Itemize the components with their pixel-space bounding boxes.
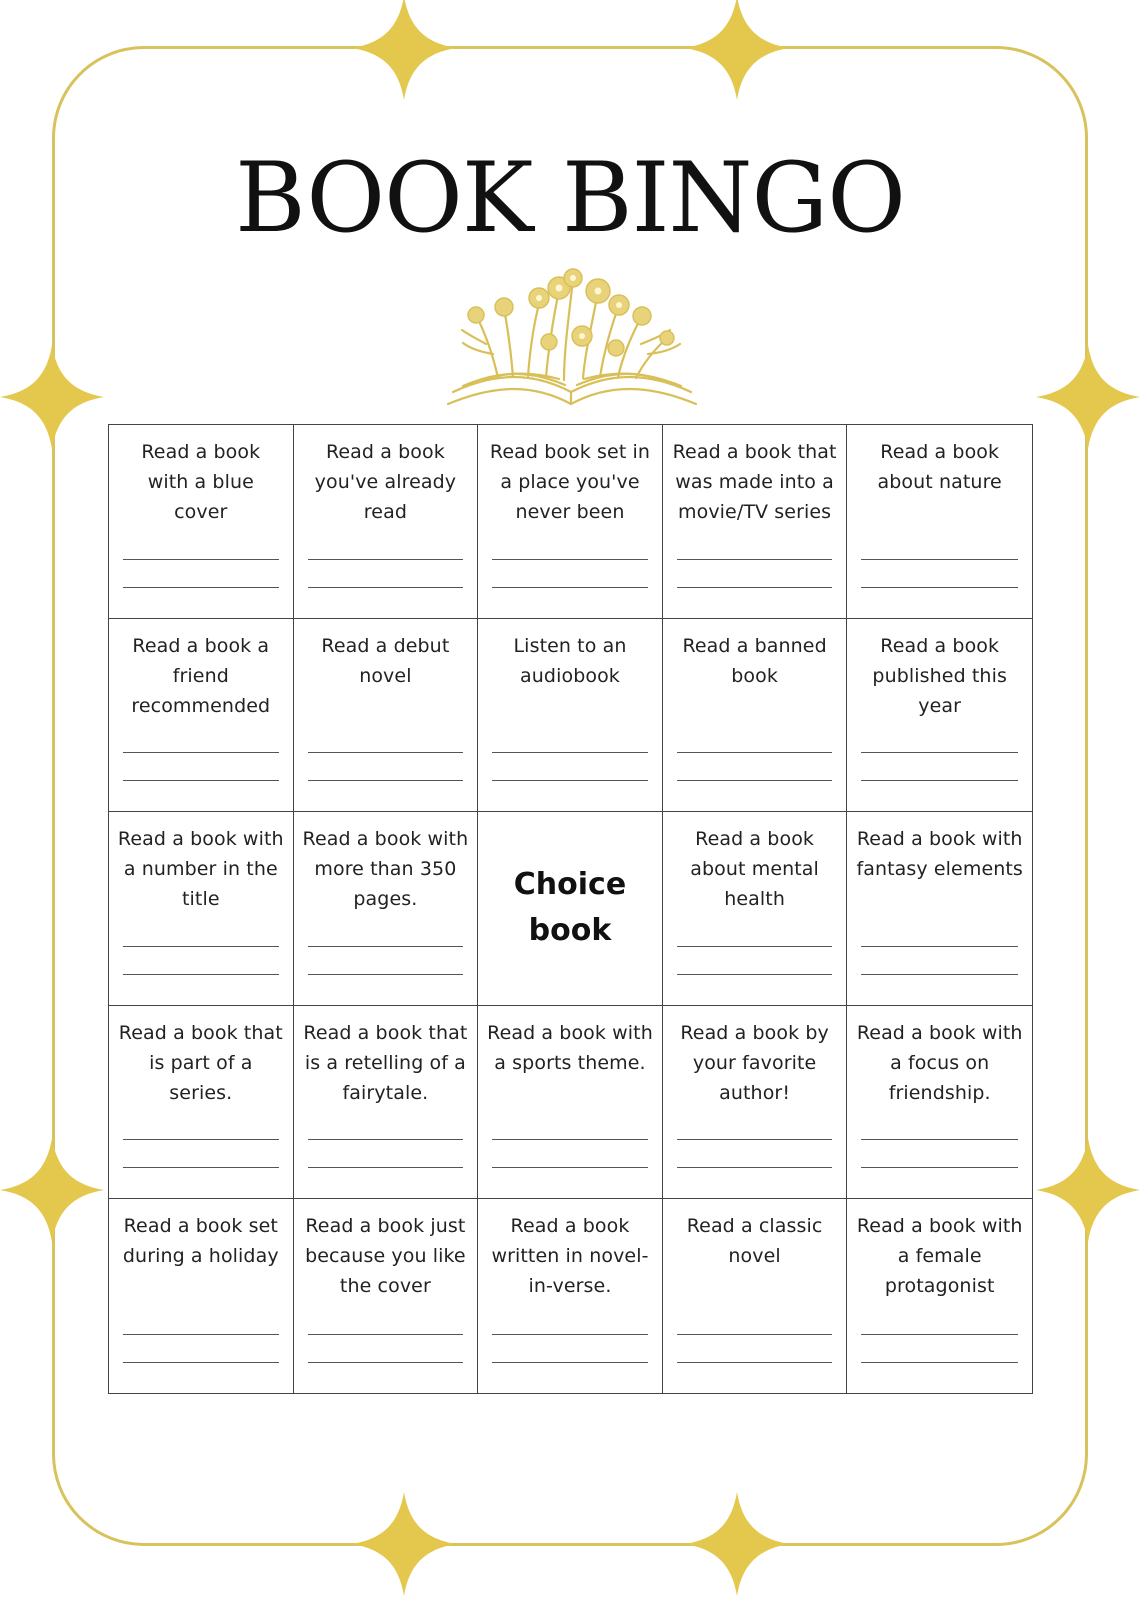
sparkle-star-icon: [352, 1492, 456, 1596]
bingo-square-text: Read a book that is a retelling of a fairytale.: [303, 1021, 468, 1104]
write-in-line: [861, 752, 1018, 753]
bingo-square-text: Read a book that was made into a movie/TV series: [672, 441, 837, 523]
write-in-line: [308, 974, 464, 975]
choice-book-square: [478, 812, 663, 1006]
bingo-grid: [108, 424, 1033, 1394]
write-in-line: [492, 559, 648, 560]
sparkle-star-icon: [0, 345, 104, 449]
write-in-line: [677, 559, 833, 560]
bingo-square: [109, 1199, 294, 1393]
write-in-line: [861, 1167, 1018, 1168]
write-in-line: [123, 780, 279, 781]
write-in-line: [308, 1139, 464, 1140]
write-in-line: [123, 1167, 279, 1168]
bingo-square: [663, 1006, 848, 1200]
write-in-line: [492, 1167, 648, 1168]
write-in-line: [308, 752, 464, 753]
bingo-square-text: Read a book with more than 350 pages.: [302, 828, 469, 911]
write-in-line: [123, 559, 279, 560]
write-in-line: [123, 1139, 279, 1140]
sparkle-star-icon: [685, 0, 789, 100]
bingo-square: [478, 1006, 663, 1200]
bingo-square: [663, 1199, 848, 1393]
write-in-line: [677, 587, 833, 588]
write-in-line: [492, 1139, 648, 1140]
write-in-line: [123, 1334, 279, 1335]
write-in-line: [492, 780, 648, 781]
sparkle-star-icon: [0, 1138, 104, 1242]
bingo-square-text: Read a book with a female protagonist: [856, 1215, 1023, 1298]
bingo-square: [109, 619, 294, 813]
bingo-square: [478, 425, 663, 619]
bingo-square: [663, 812, 848, 1006]
write-in-line: [308, 559, 464, 560]
bingo-square-text: Read a book with a blue cover: [141, 441, 261, 523]
write-in-line: [677, 1362, 833, 1363]
bingo-square-text: Read a book that is part of a series.: [118, 1021, 283, 1104]
bingo-square-text: Read a book written in novel- in-verse.: [491, 1215, 649, 1298]
write-in-line: [677, 780, 833, 781]
write-in-line: [492, 1334, 648, 1335]
write-in-line: [123, 1362, 279, 1363]
bingo-square-text: Read a book with fantasy elements: [856, 828, 1023, 881]
sparkle-star-icon: [1036, 345, 1140, 449]
write-in-line: [861, 1362, 1018, 1363]
write-in-line: [861, 559, 1018, 560]
bingo-square: [663, 425, 848, 619]
choice-book-label: Choice book: [513, 867, 627, 949]
bingo-square-text: Read book set in a place you've never been: [489, 441, 651, 523]
write-in-line: [123, 587, 279, 588]
bingo-square-text: Read a book about nature: [877, 441, 1002, 493]
bingo-square-text: Read a book about mental health: [690, 828, 819, 911]
bingo-square: [847, 425, 1032, 619]
write-in-line: [677, 1167, 833, 1168]
write-in-line: [308, 1167, 464, 1168]
write-in-line: [861, 1139, 1018, 1140]
bingo-square: [294, 1006, 479, 1200]
write-in-line: [861, 587, 1018, 588]
bingo-square-text: Read a debut novel: [321, 634, 450, 687]
bingo-square: [847, 812, 1032, 1006]
write-in-line: [492, 1362, 648, 1363]
bingo-square: [847, 1006, 1032, 1200]
bingo-square: [478, 1199, 663, 1393]
bingo-square: [847, 1199, 1032, 1393]
sparkle-star-icon: [685, 1492, 789, 1596]
bingo-square-text: Read a banned book: [682, 634, 827, 687]
bingo-square-text: Read a book set during a holiday: [122, 1215, 279, 1268]
sparkle-star-icon: [352, 0, 456, 100]
page-title: BOOK BINGO: [235, 142, 905, 254]
bingo-square-text: Read a book published this year: [872, 634, 1007, 717]
bingo-square: [109, 425, 294, 619]
bingo-square: [109, 1006, 294, 1200]
write-in-line: [308, 1362, 464, 1363]
bingo-square-text: Read a book you've already read: [314, 441, 457, 523]
bingo-square-text: Listen to an audiobook: [513, 634, 627, 687]
write-in-line: [308, 587, 464, 588]
bingo-square-text: Read a book with a focus on friendship.: [856, 1021, 1023, 1104]
write-in-line: [123, 974, 279, 975]
bingo-square-text: Read a book a friend recommended: [131, 634, 271, 717]
bingo-square-text: Read a book just because you like the cover: [305, 1215, 466, 1298]
sparkle-star-icon: [1036, 1138, 1140, 1242]
bingo-square: [478, 619, 663, 813]
bingo-square-text: Read a book with a sports theme.: [487, 1021, 653, 1074]
bingo-square-text: Read a classic novel: [686, 1215, 823, 1268]
bingo-square: [294, 425, 479, 619]
write-in-line: [677, 974, 833, 975]
bingo-square-text: Read a book with a number in the title: [117, 828, 284, 911]
bingo-square: [847, 619, 1032, 813]
bingo-square: [663, 619, 848, 813]
write-in-line: [677, 946, 833, 947]
bingo-square-text: Read a book by your favorite author!: [680, 1021, 829, 1104]
write-in-line: [308, 946, 464, 947]
bingo-square: [294, 1199, 479, 1393]
open-book-with-flowers-icon: [438, 260, 706, 420]
bingo-square: [294, 619, 479, 813]
write-in-line: [677, 752, 833, 753]
write-in-line: [492, 587, 648, 588]
write-in-line: [861, 946, 1018, 947]
write-in-line: [492, 752, 648, 753]
write-in-line: [308, 1334, 464, 1335]
write-in-line: [677, 1139, 833, 1140]
write-in-line: [861, 780, 1018, 781]
write-in-line: [677, 1334, 833, 1335]
write-in-line: [308, 780, 464, 781]
write-in-line: [123, 946, 279, 947]
write-in-line: [861, 1334, 1018, 1335]
write-in-line: [861, 974, 1018, 975]
bingo-square: [294, 812, 479, 1006]
write-in-line: [123, 752, 279, 753]
bingo-square: [109, 812, 294, 1006]
